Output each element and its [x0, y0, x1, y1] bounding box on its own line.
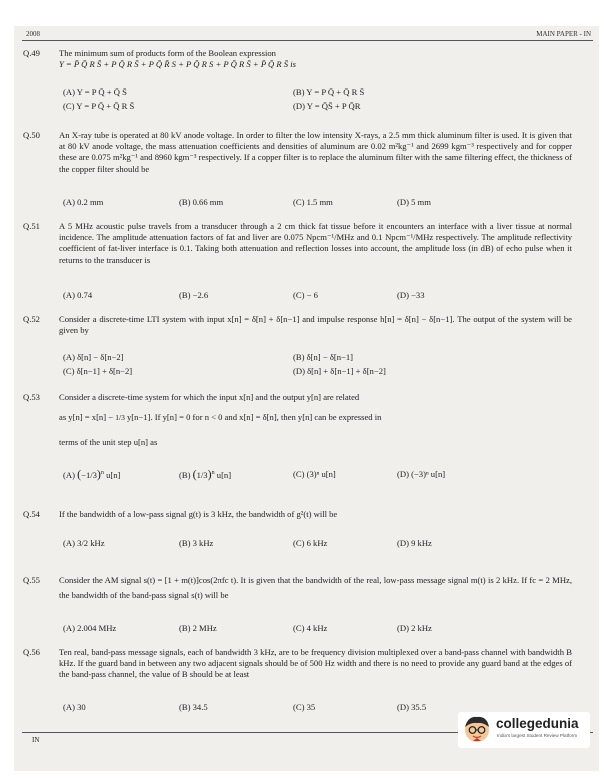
- question-number: Q.56: [23, 647, 40, 657]
- paper-code: MAIN PAPER - IN: [536, 30, 591, 38]
- question-number: Q.52: [23, 314, 40, 324]
- question-number: Q.53: [23, 392, 40, 402]
- option-d: (D) 2 kHz: [397, 623, 432, 633]
- option-d: (D) (−3)ⁿ u[n]: [397, 469, 446, 479]
- option-c: (C) 1.5 mm: [293, 197, 333, 207]
- option-b: (B) δ[n] − δ[n−1]: [293, 352, 354, 362]
- option-c: (C) Y = P Q̄ + Q̄ R S̄: [63, 101, 135, 111]
- question-56: [23, 647, 572, 681]
- option-a: (A) Y = P Q̄ + Q̄ S̄: [63, 87, 127, 97]
- option-b: (B) 2 MHz: [179, 623, 217, 633]
- option-a: (A) 30: [63, 702, 86, 712]
- footer-code: IN: [32, 736, 40, 744]
- option-c: (C) δ[n−1] + δ[n−2]: [63, 366, 133, 376]
- option-c: (C) − 6: [293, 290, 318, 300]
- option-a: (A) 0.2 mm: [63, 197, 104, 207]
- question-54: [23, 509, 572, 520]
- logo-name: collegedunia: [496, 716, 579, 731]
- option-b: (B) −2.6: [179, 290, 209, 300]
- option-c: (C) 6 kHz: [293, 538, 328, 548]
- option-b: (B) 34.5: [179, 702, 208, 712]
- option-a: (A) 3/2 kHz: [63, 538, 105, 548]
- option-a: (A) 0.74: [63, 290, 93, 300]
- question-text: If the bandwidth of a low-pass signal g(t) is 3 kHz, the bandwidth of g²(t) will be: [59, 509, 338, 519]
- question-number: Q.51: [23, 221, 40, 231]
- option-d: (D) 5 mm: [397, 197, 431, 207]
- question-53: [23, 392, 572, 403]
- question-55: [23, 573, 572, 603]
- option-a: (A) $(-1/3)^n$ u[n]: [63, 467, 121, 481]
- question-text: Consider the AM signal s(t) = [1 + m(t)]cos(2πfc t). It is given that the bandwidth of the real, low-pass message signal m(t) is 2 kHz. If fc = 2 MHz, the bandwidth of the band-pass signal s(t) will be: [59, 575, 572, 600]
- option-d: (D) δ[n] + δ[n−1] + δ[n−2]: [293, 366, 386, 376]
- question-text: Consider a discrete-time LTI system with input x[n] = δ[n] + δ[n−1] and impulse response h[n] = δ[n] − δ[n−1]. The output of the system will be given by: [59, 314, 572, 336]
- question-text: Consider a discrete-time system for which the input x[n] and the output y[n] are related: [59, 392, 360, 402]
- question-text: An X-ray tube is operated at 80 kV anode voltage. In order to filter the low intensity X-rays, a 2.5 mm thick aluminum filter is used. It is given that at 80 kV anode voltage, the mass attenuation coefficients and densities of aluminum are 0.02 m²kg⁻¹ and 2699 kgm⁻³ respectively and for copper these are 0.075 m²kg⁻¹ and 8960 kgm⁻³ respectively. If a copper filter is to replace the aluminum filter with the same filtering effect, the thickness of the copper filter should be: [59, 130, 572, 174]
- logo-tagline: India's largest Student Review Platform: [497, 733, 578, 738]
- question-number: Q.49: [23, 48, 40, 58]
- page-year: 2008: [26, 30, 40, 38]
- option-b: (B) $(1/3)^n$ u[n]: [179, 467, 232, 481]
- question-text: A 5 MHz acoustic pulse travels from a transducer through a 2 cm thick fat tissue before it encounters an interface with a liver tissue at normal incidence. The amplitude attenuation factors of fat and liver are 0.075 Npcm⁻¹/MHz and 0.1 Npcm⁻¹/MHz respectively. The amplitude reflectivity coefficient of fat-liver interface is 0.1. Taking both attenuation and reflection losses into account, the amplitude loss (in dB) of echo pulse when it returns to the transducer is: [59, 221, 572, 265]
- question-text-cont: terms of the unit step u[n] as: [59, 437, 158, 447]
- watermark-logo: [458, 712, 590, 748]
- option-b: (B) 3 kHz: [179, 538, 214, 548]
- option-a: (A) δ[n] − δ[n−2]: [63, 352, 124, 362]
- option-c: (C) 35: [293, 702, 316, 712]
- option-c: (C) 4 kHz: [293, 623, 328, 633]
- option-d: (D) 35.5: [397, 702, 427, 712]
- option-b: (B) 0.66 mm: [179, 197, 224, 207]
- question-49: [23, 48, 572, 70]
- mascot-icon: [462, 714, 492, 744]
- header-rule: [22, 40, 593, 41]
- question-50: [23, 130, 572, 175]
- question-number: Q.55: [23, 575, 40, 585]
- option-a: (A) 2.004 MHz: [63, 623, 117, 633]
- recurrence-line: as y[n] = x[n] − 1/3 y[n−1]. If y[n] = 0 for n < 0 and x[n] = δ[n], then y[n] can be expressed in: [59, 412, 382, 422]
- option-d: (D) −33: [397, 290, 425, 300]
- option-b: (B) Y = P Q̄ + Q̄ R S̄: [293, 87, 365, 97]
- option-d: (D) Y = Q̄S̄ + P Q̄R: [293, 101, 361, 111]
- fraction-three-halves: 3/2: [77, 538, 89, 548]
- option-d: (D) 9 kHz: [397, 538, 432, 548]
- question-text: Ten real, band-pass message signals, each of bandwidth 3 kHz, are to be frequency division multiplexed over a band-pass channel with bandwidth B kHz. If the guard band in between any two adjacent signals should be of 500 Hz width and there is no need to provide any guard band at the edges of the band-pass channel, the value of B should be at least: [59, 647, 572, 680]
- question-number: Q.54: [23, 509, 40, 519]
- fraction-one-third: 1/3: [115, 413, 125, 422]
- exam-page: [14, 26, 599, 771]
- option-c: (C) (3)ⁿ u[n]: [293, 469, 336, 479]
- question-number: Q.50: [23, 130, 40, 140]
- question-52: [23, 314, 572, 336]
- boolean-expression: Y = P̄ Q̄ R S̄ + P Q̄ R S̄ + P Q̄ R̄ S + P Q̄ R S + P Q̄ R S̄ + P̄ Q̄ R S̄ is: [59, 59, 296, 70]
- question-text: The minimum sum of products form of the Boolean expression: [59, 48, 276, 58]
- question-51: [23, 221, 572, 266]
